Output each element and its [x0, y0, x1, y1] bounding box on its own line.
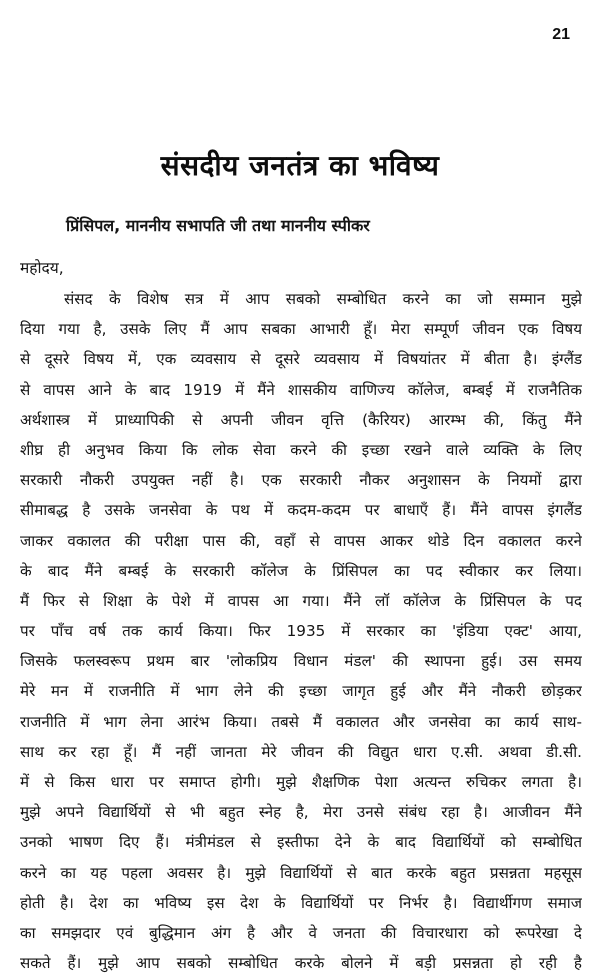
text-line: सकते हैं। मुझे आप सबको सम्बोधित करके बोलने में बड़ी प्रसन्नता हो रही है [20, 954, 582, 973]
page-number: 21 [552, 26, 570, 43]
text-line: जाकर वकालत की परीक्षा पास की, वहाँ से वापस आकर थोडे दिन वकालत करने [20, 531, 582, 550]
text-line: अर्थशास्त्र में प्राध्यापिकी से अपनी जीवन वृत्ति (कैरियर) आरम्भ की, किंतु मैंने [20, 410, 582, 429]
address-line: प्रिंसिपल, माननीय सभापति जी तथा माननीय स्पीकर [66, 216, 370, 235]
text-line: दिया गया है, उसके लिए मैं आप सबका आभारी हूँ। मेरा सम्पूर्ण जीवन एक विषय [20, 320, 582, 339]
text-line: मेरे मन में राजनीति में भाग लेने की इच्छा जागृत हुई और मैंने नौकरी छोड़कर [20, 682, 582, 701]
text-line: से दूसरे विषय में, एक व्यवसाय से दूसरे व्यवसाय में विषयांतर में बीता है। इंग्लैंड [20, 350, 582, 369]
text-line: से वापस आने के बाद 1919 में मैंने शासकीय वाणिज्य कॉलेज, बम्बई में राजनैतिक [20, 380, 582, 399]
text-line: उनको भाषण दिए हैं। मंत्रीमंडल से इस्तीफा देने के बाद विद्यार्थियों को सम्बोधित [20, 833, 582, 852]
text-line: पर पाँच वर्ष तक कार्य किया। फिर 1935 में सरकार का 'इंडिया एक्ट' आया, [20, 622, 582, 641]
text-line: शीघ्र ही अनुभव किया कि लोक सेवा करने की इच्छा रखने वाले व्यक्ति के लिए [20, 440, 582, 459]
text-line: सरकारी नौकरी उपयुक्त नहीं है। एक सरकारी नौकर अनुशासन के नियमों द्वारा [20, 471, 582, 490]
text-line: राजनीति में भाग लेना आरंभ किया। तबसे मैं वकालत और जनसेवा का कार्य साथ- [20, 712, 582, 731]
text-line: संसद के विशेष सत्र में आप सबको सम्बोधित करने का जो सम्मान मुझे [64, 290, 582, 308]
text-line: के बाद मैंने बम्बई के सरकारी कॉलेज के प्रिंसिपल का पद स्वीकार कर लिया। [20, 561, 582, 580]
text-line: जिसके फलस्वरूप प्रथम बार 'लोकप्रिय विधान मंडल' की स्थापना हुई। उस समय [20, 652, 582, 671]
text-line: साथ कर रहा हूँ। मैं नहीं जानता मेरे जीवन की विद्युत धारा ए.सी. अथवा डी.सी. [20, 742, 582, 761]
text-line: करने का यह पहला अवसर है। मुझे विद्यार्थियों से बात करके बहुत प्रसन्नता महसूस [20, 863, 582, 882]
text-line: में से किस धारा पर समाप्त होगी। मुझे शैक्षणिक पेशा अत्यन्त रुचिकर लगता है। [20, 773, 582, 791]
body-paragraph [20, 284, 582, 978]
text-line: मुझे अपने विद्यार्थियों से भी बहुत स्नेह है, मेरा उनसे संबंध रहा है। आजीवन मैंने [20, 803, 582, 822]
text-line: सीमाबद्ध है उसके जनसेवा के पथ में कदम-कदम पर बाधाएँ हैं। मैंने वापस इंगलैंड [20, 501, 582, 520]
text-line: का समझदार एवं बुद्धिमान अंग है और वे जनता की विचारधारा को रूपरेखा दे [20, 923, 582, 942]
salutation: महोदय, [20, 259, 64, 277]
chapter-title: संसदीय जनतंत्र का भविष्य [160, 149, 440, 182]
text-line: होती है। देश का भविष्य इस देश के विद्यार्थियों पर निर्भर है। विद्यार्थीगण समाज [20, 893, 582, 912]
text-line: मैं फिर से शिक्षा के पेशे में वापस आ गया। मैंने लॉ कॉलेज के प्रिंसिपल के पद [20, 591, 582, 610]
